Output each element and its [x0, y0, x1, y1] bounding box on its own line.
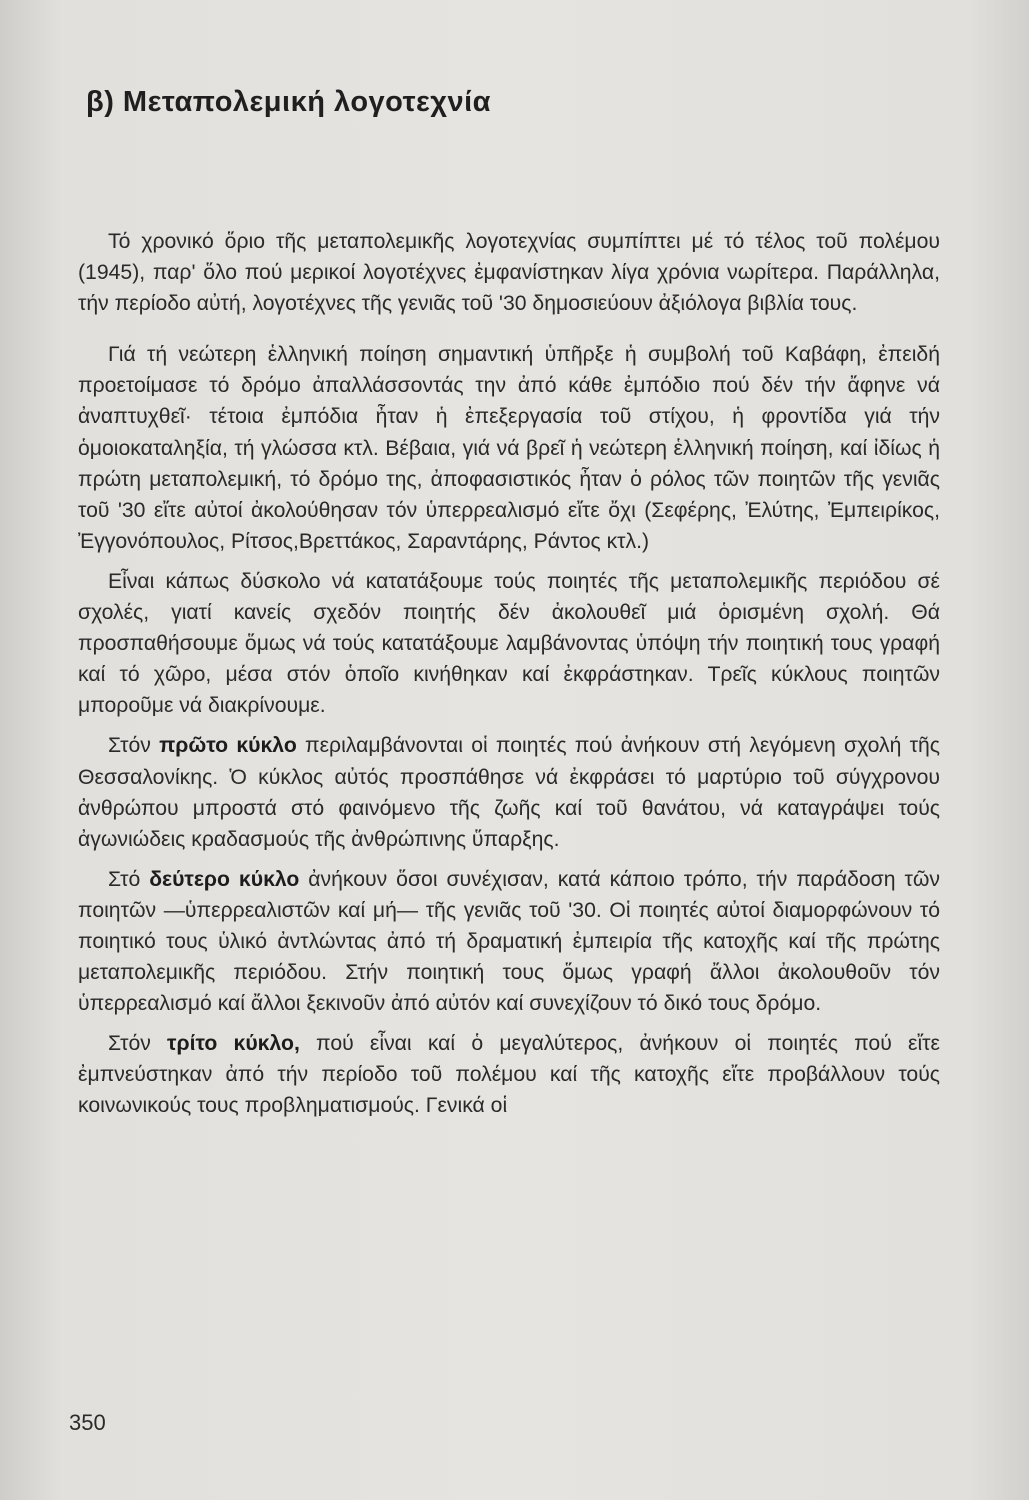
paragraph-first-circle-lead: Στόν	[108, 734, 160, 758]
paragraph-first-circle-text: περιλαμβάνονται οἱ ποιητές πού ἀνήκουν στή λεγόμενη σχολή τῆς Θεσσαλονίκης. Ὁ κύκλος αὐτός προσπάθησε νά ἐκφράσει τό μαρτύριο τοῦ σύγχρονου ἀνθρώπου μπροστά στό φαινόμενο τῆς ζωῆς καί τοῦ θανάτου, νά καταγράψει τούς ἀγωνιώδεις κραδασμούς τῆς ἀνθρώπινης ὕπαρξης.	[78, 734, 940, 851]
paragraph-intro: Τό χρονικό ὅριο τῆς μεταπολεμικῆς λογοτεχνίας συμπίπτει μέ τό τέλος τοῦ πολέμου (1945), παρ' ὅλο πού μερικοί λογοτέχνες ἐμφανίστηκαν λίγα χρόνια νωρίτερα. Παράλληλα, τήν περίοδο αὐτή, λογοτέχνες τῆς γενιᾶς τοῦ '30 δημοσιεύουν ἀξιόλογα βιβλία τους.	[78, 230, 940, 316]
paragraph-second-circle	[78, 864, 940, 1019]
paragraph-cavafy: Γιά τή νεώτερη ἑλληνική ποίηση σημαντική ὑπῆρξε ἡ συμβολή τοῦ Καβάφη, ἐπειδή προετοίμασε τό δρόμο ἀπαλλάσσοντάς την ἀπό κάθε ἐμπόδιο πού δέν τήν ἄφηνε νά ἀναπτυχθεῖ· τέτοια ἐμπόδια ἦταν ἡ ἐπεξεργασία τοῦ στίχου, ἡ φροντίδα γιά τήν ὁμοιοκαταληξία, τή γλώσσα κτλ. Βέβαια, γιά νά βρεῖ ἡ νεώτερη ἑλληνική ποίηση, καί ἰδίως ἡ πρώτη μεταπολεμική, τό δρόμο της, ἀποφασιστικός ἦταν ὁ ρόλος τῶν ποιητῶν τῆς γενιᾶς τοῦ '30 εἴτε αὐτοί ἀκολούθησαν τόν ὑπερρεαλισμό εἴτε ὄχι (Σεφέρης, Ἐλύτης, Ἐμπειρίκος, Ἐγγονόπουλος, Ρίτσος,Βρεττάκος, Σαραντάρης, Ράντος κτλ.)	[78, 343, 940, 553]
body-text	[78, 226, 940, 1122]
second-circle-term: δεύτερο κύκλο	[149, 867, 300, 891]
paragraph-second-circle-text: ἀνήκουν ὅσοι συνέχισαν, κατά κάποιο τρόπο, τήν παράδοση τῶν ποιητῶν —ὑπερρεαλιστῶν καί μή— τῆς γενιᾶς τοῦ '30. Οἱ ποιητές αὐτοί διαμορφώνουν τό ποιητικό τους ὑλικό ἀντλώντας ἀπό τή δραματική ἐμπειρία τῆς κατοχῆς καί τῆς πρώτης μεταπολεμικῆς περιόδου. Στήν ποιητική τους ὅμως γραφή ἄλλοι ἀκολουθοῦν τόν ὑπερρεαλισμό καί ἄλλοι ξεκινοῦν ἀπό αὐτόν καί συνεχίζουν τό δικό τους δρόμο.	[78, 867, 940, 1016]
paragraph-third-circle-text: πού εἶναι καί ὁ μεγαλύτερος, ἀνήκουν οἱ ποιητές πού εἴτε ἐμπνεύστηκαν ἀπό τήν περίοδο τοῦ πολέμου καί τῆς κατοχῆς εἴτε προβάλλουν τούς κοινωνικούς τους προβληματισμούς. Γενικά οἱ	[78, 1032, 940, 1118]
paragraph-classification: Εἶναι κάπως δύσκολο νά κατατάξουμε τούς ποιητές τῆς μεταπολεμικῆς περιόδου σέ σχολές, γιατί κανείς σχεδόν ποιητής δέν ἀκολουθεῖ μιά ὁρισμένη σχολή. Θά προσπαθήσουμε ὅμως νά τούς κατατάξουμε λαμβάνοντας ὑπόψη τήν ποιητική τους γραφή καί τό χῶρο, μέσα στόν ὁποῖο κινήθηκαν καί ἐκφράστηκαν. Τρεῖς κύκλους ποιητῶν μποροῦμε νά διακρίνουμε.	[78, 569, 940, 718]
paragraph-third-circle-lead: Στόν	[108, 1032, 168, 1056]
paragraph-second-circle-lead: Στό	[108, 867, 150, 891]
third-circle-term: τρίτο κύκλο,	[167, 1032, 300, 1056]
paragraph-first-circle	[78, 730, 940, 854]
section-heading: β) Μεταπολεμική λογοτεχνία	[86, 86, 491, 118]
page-number: 350	[69, 1410, 106, 1435]
first-circle-term: πρῶτο κύκλο	[159, 734, 297, 758]
paragraph-third-circle	[78, 1028, 940, 1121]
